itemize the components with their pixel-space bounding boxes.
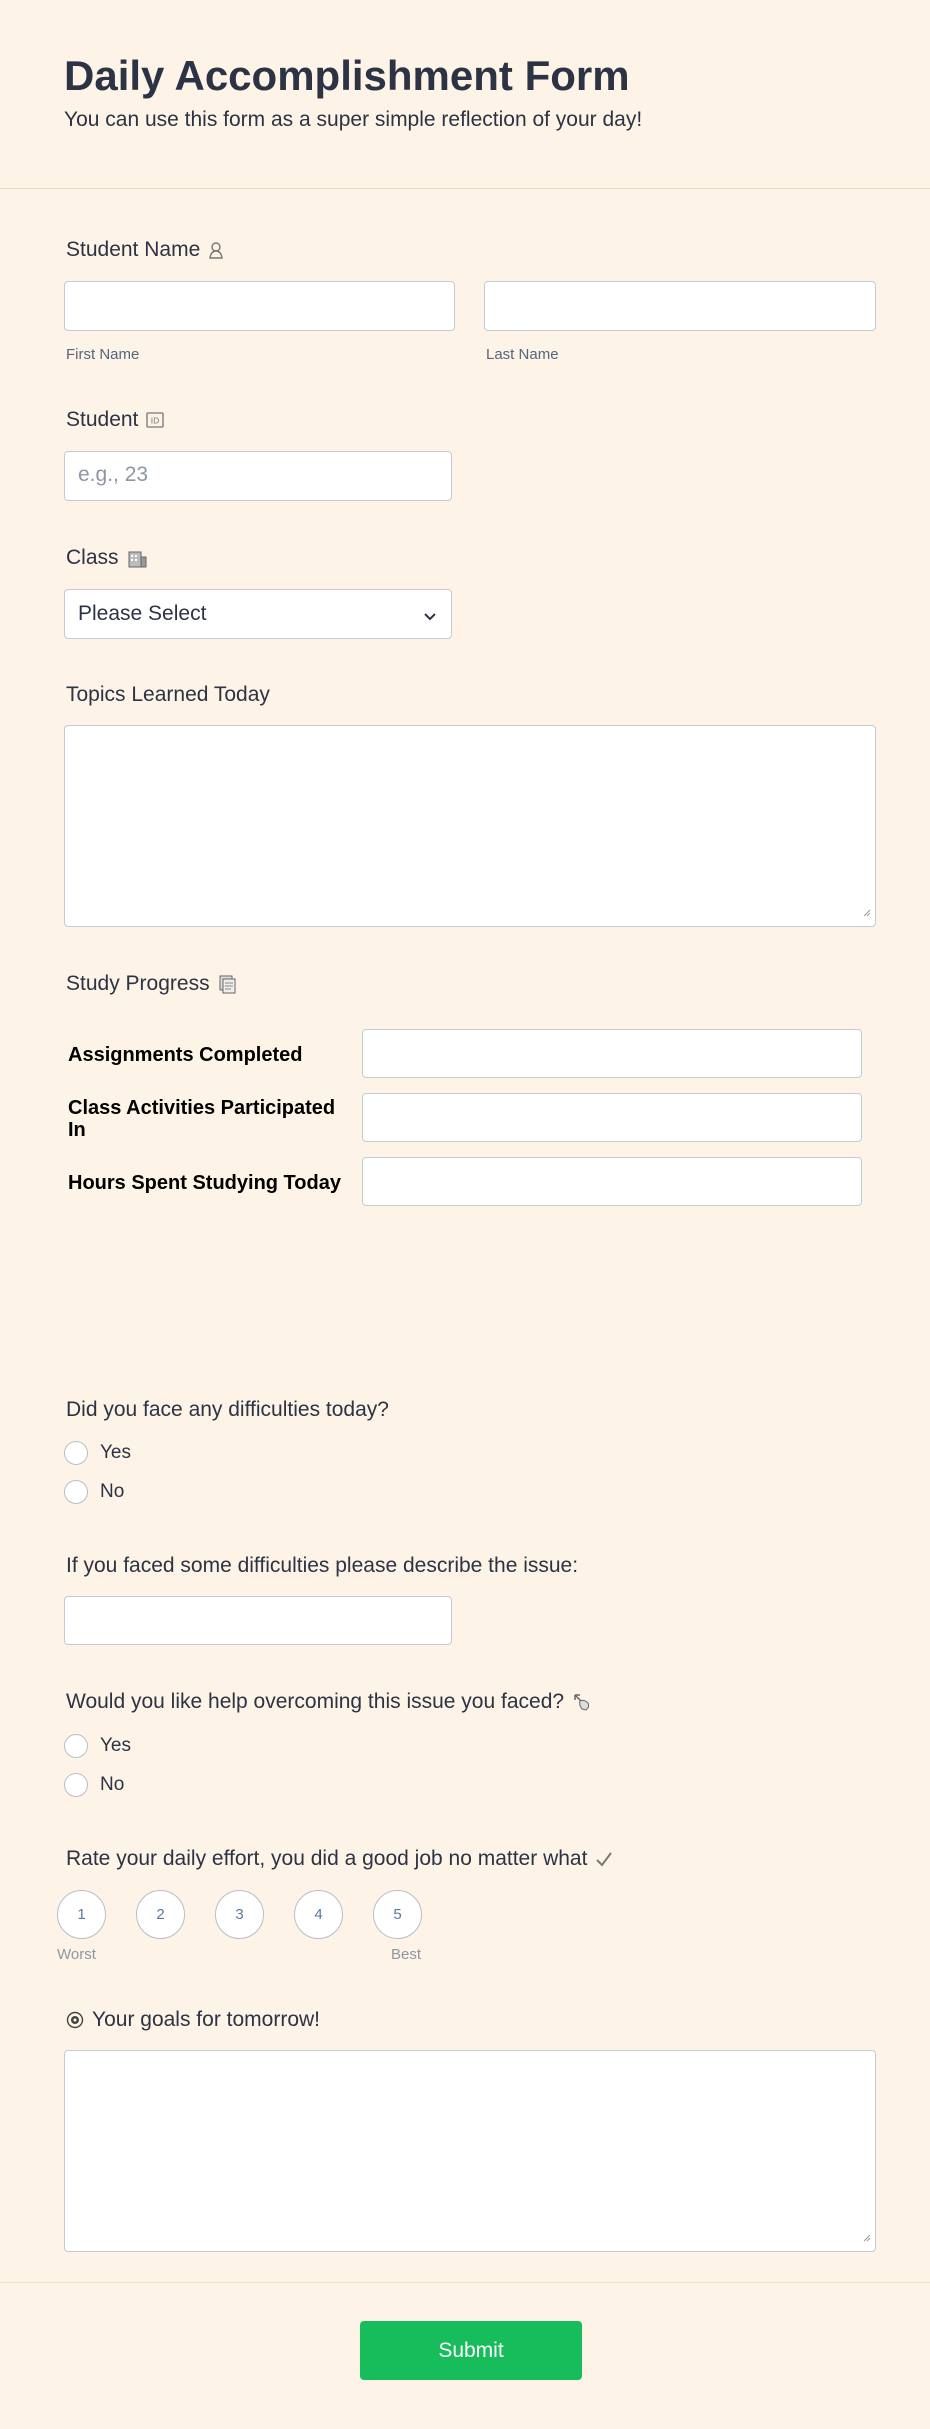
notebook-icon: [218, 974, 238, 994]
first-name-input[interactable]: [64, 281, 455, 331]
topics-textarea[interactable]: [64, 725, 876, 927]
radio-label: No: [100, 1481, 125, 1502]
id-card-icon: [146, 412, 164, 428]
matrix-row-label: Assignments Completed: [68, 1044, 303, 1066]
last-name-input[interactable]: [484, 281, 876, 331]
help-no-radio[interactable]: [64, 1773, 88, 1797]
submit-button[interactable]: Submit: [360, 2321, 582, 2380]
topics-label: Topics Learned Today: [66, 683, 270, 706]
header-divider: [0, 188, 930, 189]
svg-text:ID: ID: [151, 416, 160, 426]
rating-option[interactable]: 5: [373, 1890, 422, 1939]
rating-worst-caption: Worst: [57, 1946, 96, 1963]
describe-issue-input[interactable]: [64, 1596, 452, 1645]
class-activities-input[interactable]: [362, 1093, 862, 1142]
help-label: Would you like help overcoming this issue you faced?: [66, 1690, 592, 1714]
form-subtitle: You can use this form as a super simple reflection of your day!: [64, 108, 643, 131]
last-name-sublabel: Last Name: [486, 346, 559, 363]
footer-divider: [0, 2282, 930, 2283]
class-label: Class: [66, 546, 147, 570]
rating-best-caption: Best: [391, 1946, 422, 1963]
resize-handle-icon[interactable]: [861, 904, 871, 922]
radio-label: Yes: [100, 1735, 131, 1756]
matrix-row-label: Class Activities Participated In: [68, 1097, 336, 1141]
assignments-completed-input[interactable]: [362, 1029, 862, 1078]
goals-label: Your goals for tomorrow!: [66, 2008, 320, 2032]
matrix-row-label: Hours Spent Studying Today: [68, 1172, 341, 1194]
rating-option[interactable]: 1: [57, 1890, 106, 1939]
form-title: Daily Accomplishment Form: [64, 52, 630, 99]
student-id-label: Student ID: [66, 408, 164, 432]
chevron-down-icon: [423, 609, 437, 627]
building-icon: [127, 548, 147, 568]
person-icon: [208, 241, 224, 259]
student-id-input[interactable]: [64, 451, 452, 501]
check-mark-icon: [595, 1851, 613, 1867]
first-name-sublabel: First Name: [66, 346, 140, 363]
radio-label: Yes: [100, 1442, 131, 1463]
difficulties-yes-radio[interactable]: [64, 1441, 88, 1465]
target-icon: [66, 2011, 84, 2029]
hours-studying-input[interactable]: [362, 1157, 862, 1206]
student-id-placeholder: e.g., 23: [78, 463, 149, 486]
help-yes-radio[interactable]: [64, 1734, 88, 1758]
rating-option[interactable]: 4: [294, 1890, 343, 1939]
resize-handle-icon[interactable]: [861, 2229, 871, 2247]
student-name-label: Student Name: [66, 238, 224, 262]
goals-textarea[interactable]: [64, 2050, 876, 2252]
radio-label: No: [100, 1774, 125, 1795]
rating-option[interactable]: 3: [215, 1890, 264, 1939]
difficulties-label: Did you face any difficulties today?: [66, 1398, 389, 1421]
rating-option[interactable]: 2: [136, 1890, 185, 1939]
describe-issue-label: If you faced some difficulties please describe the issue:: [66, 1554, 579, 1577]
class-select[interactable]: Please Select: [64, 589, 452, 639]
rating-label: Rate your daily effort, you did a good job no matter what: [66, 1847, 613, 1871]
study-progress-label: Study Progress: [66, 972, 238, 996]
pointing-hand-icon: [572, 1692, 592, 1712]
difficulties-no-radio[interactable]: [64, 1480, 88, 1504]
